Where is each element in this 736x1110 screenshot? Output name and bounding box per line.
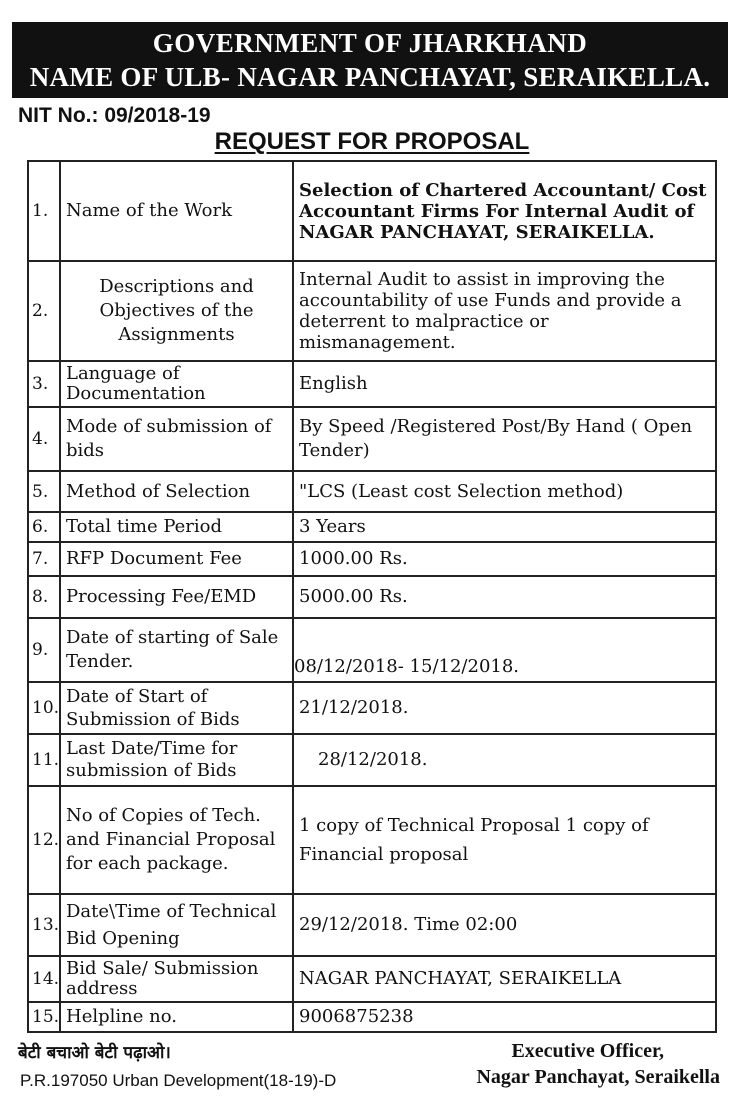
table-row	[28, 682, 716, 734]
row-label: Date\Time of Technical Bid Opening	[60, 894, 293, 956]
row-value: 3 Years	[293, 512, 716, 542]
row-label: Date of starting of Sale Tender.	[60, 618, 293, 682]
row-number: 12.	[28, 786, 60, 894]
row-label: Descriptions and Objectives of the Assignments	[60, 261, 293, 361]
table-row	[28, 1002, 716, 1032]
row-value: 29/12/2018. Time 02:00	[293, 894, 716, 956]
row-value: 5000.00 Rs.	[293, 576, 716, 618]
signatory-title: Executive Officer,	[511, 1040, 664, 1062]
row-number: 8.	[28, 576, 60, 618]
row-value: By Speed /Registered Post/By Hand ( Open Tender)	[293, 407, 716, 471]
row-label: Last Date/Time for submission of Bids	[60, 734, 293, 786]
row-value: 1 copy of Technical Proposal 1 copy of Financial proposal	[293, 786, 716, 894]
row-label: Total time Period	[60, 512, 293, 542]
row-value: 08/12/2018- 15/12/2018.	[293, 618, 716, 682]
row-label: Date of Start of Submission of Bids	[60, 682, 293, 734]
row-number: 13.	[28, 894, 60, 956]
table-row	[28, 734, 716, 786]
table-row	[28, 512, 716, 542]
table-row	[28, 894, 716, 956]
page-title: REQUEST FOR PROPOSAL	[214, 128, 530, 155]
row-number: 11.	[28, 734, 60, 786]
row-value: English	[293, 361, 716, 407]
row-number: 7.	[28, 542, 60, 576]
row-value: Internal Audit to assist in improving the accountability of use Funds and provide a deterrent to malpractice or mismanagement.	[293, 261, 716, 361]
row-number: 10.	[28, 682, 60, 734]
row-number: 5.	[28, 471, 60, 512]
row-value: NAGAR PANCHAYAT, SERAIKELLA	[293, 956, 716, 1002]
row-number: 14.	[28, 956, 60, 1002]
row-number: 9.	[28, 618, 60, 682]
row-label: Mode of submission of bids	[60, 407, 293, 471]
row-number: 3.	[28, 361, 60, 407]
row-value: 9006875238	[293, 1002, 716, 1032]
row-label: Language of Documentation	[60, 361, 293, 407]
table-row	[28, 161, 716, 261]
table-row	[28, 407, 716, 471]
row-value: 28/12/2018.	[293, 734, 716, 786]
row-label: No of Copies of Tech. and Financial Proposal for each package.	[60, 786, 293, 894]
table-row	[28, 786, 716, 894]
row-value: "LCS (Least cost Selection method)	[293, 471, 716, 512]
row-value: 1000.00 Rs.	[293, 542, 716, 576]
row-label: Bid Sale/ Submission address	[60, 956, 293, 1002]
row-number: 4.	[28, 407, 60, 471]
table-row	[28, 618, 716, 682]
nit-number: NIT No.: 09/2018-19	[18, 104, 211, 127]
signatory-office: Nagar Panchayat, Seraikella	[476, 1066, 720, 1088]
table-row	[28, 261, 716, 361]
row-value: Selection of Chartered Accountant/ Cost Accountant Firms For Internal Audit of NAGAR PANCHAYAT, SERAIKELLA.	[293, 161, 716, 261]
table-row	[28, 956, 716, 1002]
row-number: 15.	[28, 1002, 60, 1032]
rfp-details-table	[27, 160, 717, 1033]
row-number: 2.	[28, 261, 60, 361]
row-label: Name of the Work	[60, 161, 293, 261]
row-number: 1.	[28, 161, 60, 261]
header-government: GOVERNMENT OF JHARKHAND	[152, 28, 588, 58]
row-number: 6.	[28, 512, 60, 542]
row-label: Processing Fee/EMD	[60, 576, 293, 618]
pr-number: P.R.197050 Urban Development(18-19)-D	[20, 1071, 337, 1090]
table-row	[28, 542, 716, 576]
row-label: RFP Document Fee	[60, 542, 293, 576]
table-row	[28, 471, 716, 512]
hindi-slogan: बेटी बचाओ बेटी पढ़ाओ।	[18, 1043, 171, 1063]
row-label: Method of Selection	[60, 471, 293, 512]
row-label: Helpline no.	[60, 1002, 293, 1032]
table-row	[28, 361, 716, 407]
table-row	[28, 576, 716, 618]
header-banner	[12, 22, 728, 98]
header-ulb-name: NAME OF ULB- NAGAR PANCHAYAT, SERAIKELLA.	[29, 62, 711, 92]
row-value: 21/12/2018.	[293, 682, 716, 734]
